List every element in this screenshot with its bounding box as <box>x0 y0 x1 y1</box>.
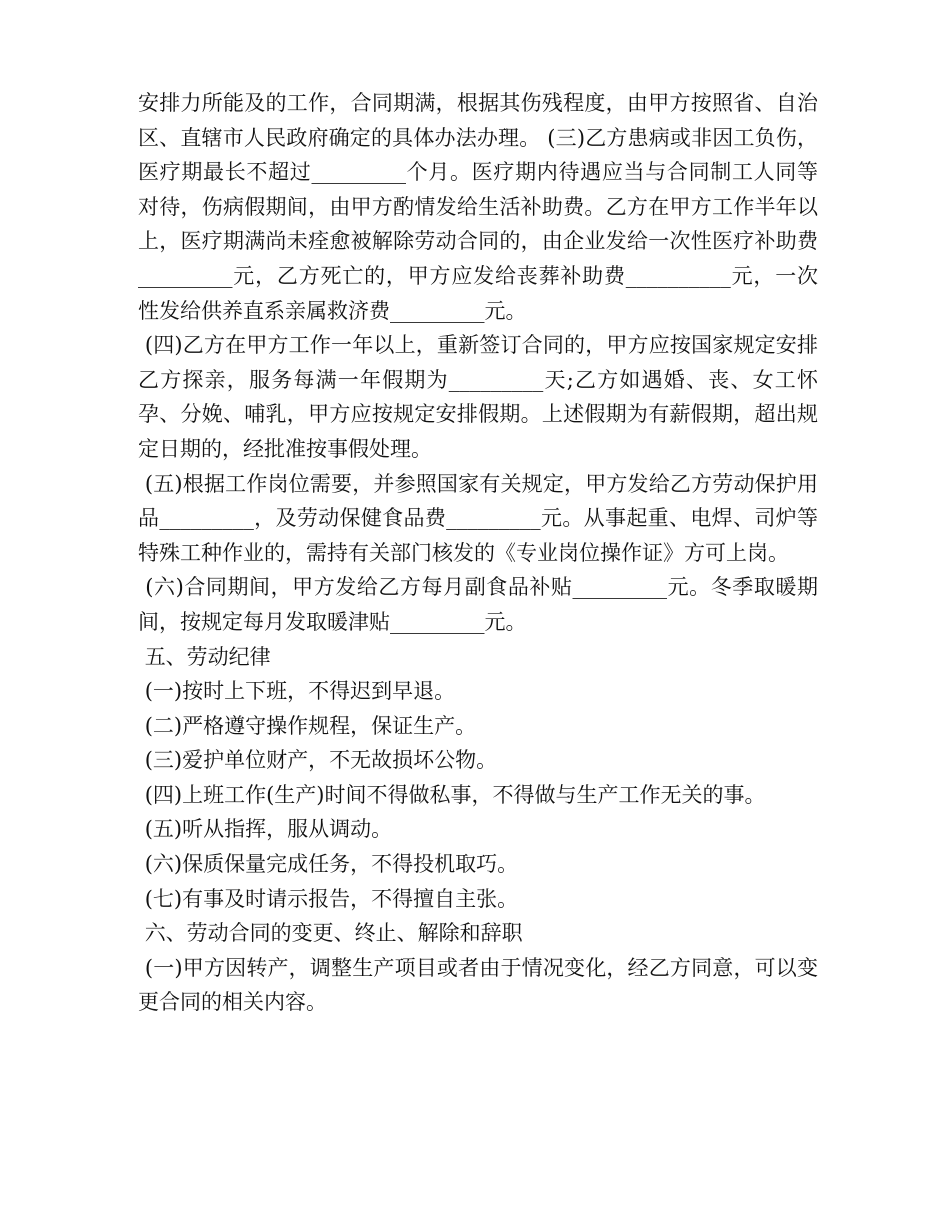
discipline-item-4: (四)上班工作(生产)时间不得做私事，不得做与生产工作无关的事。 <box>138 782 766 807</box>
discipline-item-3: (三)爱护单位财产，不无故损坏公物。 <box>138 748 498 773</box>
discipline-item-2: (二)严格遵守操作规程，保证生产。 <box>138 713 477 738</box>
section-heading-labor-discipline: 五、劳动纪律 <box>138 644 271 669</box>
discipline-item-1: (一)按时上下班，不得迟到早退。 <box>138 679 456 704</box>
paragraph-food-subsidy: (六)合同期间，甲方发给乙方每月副食品补贴_________元。冬季取暖期间，按规定每月发取暖津贴_________元。 <box>138 575 818 634</box>
discipline-item-5: (五)听从指挥，服从调动。 <box>138 817 393 842</box>
discipline-item-6: (六)保质保量完成任务，不得投机取巧。 <box>138 852 519 877</box>
discipline-item-7: (七)有事及时请示报告，不得擅自主张。 <box>138 886 519 911</box>
paragraph-protective-equipment: (五)根据工作岗位需要，并参照国家有关规定，甲方发给乙方劳动保护用品_________，及劳动保健食品费_________元。从事起重、电焊、司炉等特殊工种作业的，需持有关部门核发的《专业岗位操作证》方可上岗。 <box>138 471 818 565</box>
paragraph-medical-benefits: 安排力所能及的工作，合同期满，根据其伤残程度，由甲方按照省、自治区、直辖市人民政府确定的具体办法办理。 (三)乙方患病或非因工负伤，医疗期最长不超过_________个月。医疗期内待遇应当与合同制工人同等对待，伤病假期间，由甲方酌情发给生活补助费。乙方在甲方工作半年以上，医疗期满尚未痊愈被解除劳动合同的，由企业发给一次性医疗补助费_________元，乙方死亡的，甲方应发给丧葬补助费__________元，一次性发给供养直系亲属救济费_________元。 <box>138 91 818 323</box>
paragraph-contract-modification: (一)甲方因转产，调整生产项目或者由于情况变化，经乙方同意，可以变更合同的相关内容。 <box>138 955 818 1015</box>
paragraph-home-leave: (四)乙方在甲方工作一年以上，重新签订合同的，甲方应按国家规定安排乙方探亲，服务每满一年假期为_________天;乙方如遇婚、丧、女工怀孕、分娩、哺乳，甲方应按规定安排假期。上述假期为有薪假期，超出规定日期的，经批准按事假处理。 <box>138 333 818 461</box>
document-page <box>138 86 818 1020</box>
section-heading-contract-changes: 六、劳动合同的变更、终止、解除和辞职 <box>138 921 523 946</box>
